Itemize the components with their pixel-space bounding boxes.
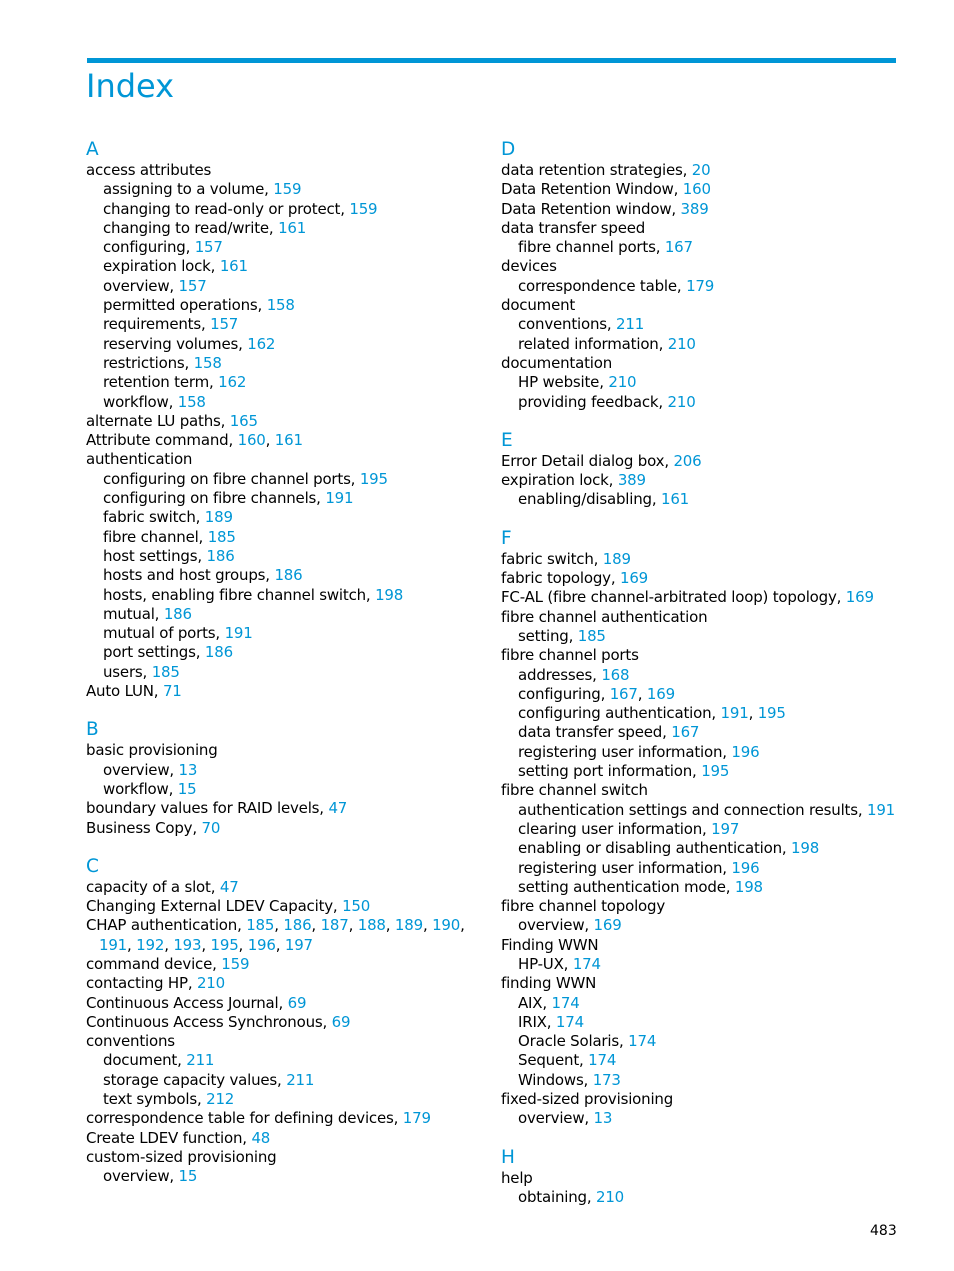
index-entry (501, 878, 901, 897)
index-entry (501, 723, 901, 742)
page-link[interactable]: 174 (555, 1012, 584, 1031)
index-entry (501, 820, 901, 839)
index-entry (86, 761, 486, 780)
page-link[interactable]: 159 (273, 180, 302, 199)
index-entry (501, 373, 901, 392)
page-link[interactable]: 186 (283, 916, 312, 935)
index-term: Continuous Access Journal, (86, 993, 284, 1012)
page-link[interactable]: 174 (588, 1051, 617, 1070)
index-term: retention term, (103, 373, 214, 392)
index-term: document (501, 296, 576, 315)
index-entry (86, 528, 486, 547)
index-entry (501, 743, 901, 762)
page-link[interactable]: 186 (163, 604, 192, 623)
page-link[interactable]: 158 (177, 392, 206, 411)
index-term: Continuous Access Synchronous, (86, 1012, 328, 1031)
page-link[interactable]: 206 (673, 451, 702, 470)
index-entry (501, 354, 901, 373)
index-entry (501, 1051, 901, 1070)
page-link[interactable]: 161 (278, 218, 307, 237)
index-entry (501, 490, 901, 509)
index-term: storage capacity values, (103, 1070, 282, 1089)
index-entry (86, 470, 486, 489)
index-term: fibre channel switch (501, 781, 648, 800)
index-letter-heading: A (86, 139, 99, 160)
index-term: configuring, (518, 684, 606, 703)
index-entry (501, 238, 901, 257)
page-link[interactable]: 48 (251, 1128, 271, 1147)
index-term: Data Retention Window, (501, 180, 679, 199)
index-term: setting authentication mode, (518, 877, 731, 896)
index-term: overview, (103, 760, 174, 779)
page-link[interactable]: 169 (593, 916, 622, 935)
index-entry: 191, 192, 193, 195, 196, 197 (99, 935, 313, 954)
page-link[interactable]: 189 (204, 508, 233, 527)
index-entry (86, 955, 486, 974)
index-entry (86, 878, 486, 897)
index-term: Auto LUN, (86, 682, 159, 701)
page-link[interactable]: 389 (617, 471, 646, 490)
index-term: Error Detail dialog box, (501, 451, 669, 470)
page-link[interactable]: 161 (219, 257, 248, 276)
page-link[interactable]: 174 (551, 993, 580, 1012)
page-title: Index (86, 67, 175, 105)
index-term: registering user information, (518, 858, 727, 877)
index-entry (501, 646, 901, 665)
page-link[interactable]: 185 (207, 527, 236, 546)
page-link[interactable]: 162 (247, 334, 276, 353)
index-term: correspondence table for defining devices, (86, 1109, 399, 1128)
index-entry (501, 1090, 901, 1109)
page-link[interactable]: 191 (325, 489, 354, 508)
page-link[interactable]: 185 (577, 626, 606, 645)
page-link[interactable]: 69 (331, 1012, 351, 1031)
page-link[interactable]: 179 (686, 276, 715, 295)
index-term: document, (103, 1051, 182, 1070)
index-entry (86, 643, 486, 662)
index-term: FC-AL (fibre channel-arbitrated loop) topology, (501, 588, 842, 607)
index-term: Oracle Solaris, (518, 1032, 624, 1051)
page-link[interactable]: 162 (218, 373, 247, 392)
page-link[interactable]: 185 (246, 916, 275, 935)
index-term: contacting HP, (86, 974, 193, 993)
index-entry (86, 508, 486, 527)
index-term: overview, (518, 1109, 589, 1128)
index-entry (86, 897, 486, 916)
index-entry (501, 666, 901, 685)
index-term: capacity of a slot, (86, 877, 216, 896)
header-rule (87, 58, 896, 63)
index-term: users, (103, 662, 148, 681)
page-link[interactable]: 157 (178, 276, 207, 295)
index-term: obtaining, (518, 1187, 592, 1206)
index-term: command device, (86, 954, 217, 973)
index-term: fibre channel authentication (501, 607, 708, 626)
index-entry (86, 741, 486, 760)
index-entry (501, 1169, 901, 1188)
index-entry (86, 682, 486, 701)
index-term: alternate LU paths, (86, 411, 226, 430)
page-link[interactable]: 169 (646, 684, 675, 703)
page-link[interactable]: 167 (664, 238, 693, 257)
index-entry (86, 296, 486, 315)
page-link[interactable]: 13 (593, 1109, 613, 1128)
index-entry (86, 663, 486, 682)
index-column-right (501, 139, 901, 1207)
page-link[interactable]: 158 (266, 296, 295, 315)
page-link[interactable]: 198 (375, 585, 404, 604)
page-link[interactable]: 159 (221, 954, 250, 973)
index-term: overview, (103, 1167, 174, 1186)
index-entry (86, 354, 486, 373)
index-entry (86, 974, 486, 993)
page-link[interactable]: 158 (193, 353, 222, 372)
index-term: data retention strategies, (501, 161, 688, 179)
index-entry (501, 974, 901, 993)
index-entry (501, 1109, 901, 1128)
page-link[interactable]: 191 (720, 704, 749, 723)
index-term: access attributes (86, 161, 212, 179)
page-link[interactable]: 150 (342, 897, 371, 916)
index-term: Finding WWN (501, 935, 599, 954)
index-entry (501, 781, 901, 800)
index-term: Windows, (518, 1070, 589, 1089)
index-entry (86, 1090, 486, 1109)
page-link[interactable]: 191 (224, 624, 253, 643)
index-entry (86, 489, 486, 508)
index-entry (86, 315, 486, 334)
index-entry (501, 936, 901, 955)
index-term: HP-UX, (518, 954, 569, 973)
index-term: fabric switch, (501, 549, 599, 568)
index-entry (501, 161, 901, 180)
index-term: conventions, (518, 315, 612, 334)
index-entry (501, 219, 901, 238)
page-link[interactable]: 186 (204, 643, 233, 662)
index-entry: Attribute command, 160, 161 (86, 431, 303, 450)
index-entry (501, 335, 901, 354)
page-link[interactable]: 189 (602, 549, 631, 568)
index-term: setting port information, (518, 762, 697, 781)
index-term: finding WWN (501, 974, 597, 993)
index-entry (86, 257, 486, 276)
index-term: basic provisioning (86, 741, 218, 760)
index-term: configuring authentication, (518, 704, 716, 723)
index-entry (86, 412, 486, 431)
page-link[interactable]: 169 (845, 588, 874, 607)
index-term: fibre channel, (103, 527, 204, 546)
page-link[interactable]: 210 (667, 392, 696, 411)
index-term: IRIX, (518, 1012, 552, 1031)
index-entry (86, 605, 486, 624)
index-entry (501, 916, 901, 935)
index-term: clearing user information, (518, 819, 707, 838)
index-term: permitted operations, (103, 296, 263, 315)
page-link[interactable]: 47 (328, 799, 348, 818)
index-entry (86, 200, 486, 219)
index-term: HP website, (518, 373, 604, 392)
index-term: expiration lock, (103, 257, 216, 276)
index-term: devices (501, 257, 557, 276)
index-term: correspondence table, (518, 276, 682, 295)
index-term: boundary values for RAID levels, (86, 799, 324, 818)
page-link[interactable]: 161 (274, 431, 303, 450)
index-term: requirements, (103, 315, 206, 334)
index-entry (501, 801, 901, 820)
index-entry (86, 1032, 486, 1051)
index-entry (86, 277, 486, 296)
index-term: authentication (86, 450, 193, 469)
index-entry (501, 627, 901, 646)
index-letter-heading: F (501, 527, 512, 549)
page-link[interactable]: 160 (682, 180, 711, 199)
page-link[interactable]: 186 (206, 546, 235, 565)
index-entry (86, 994, 486, 1013)
index-term: assigning to a volume, (103, 180, 269, 199)
page-link[interactable]: 195 (701, 762, 730, 781)
index-entry (501, 471, 901, 490)
page-link[interactable]: 160 (237, 431, 266, 450)
page-link[interactable]: 15 (178, 1167, 198, 1186)
index-entry (501, 257, 901, 276)
page-link[interactable]: 167 (671, 723, 700, 742)
index-letter-heading: C (86, 855, 99, 877)
index-entry (86, 819, 486, 838)
index-entry (501, 393, 901, 412)
page-link[interactable]: 193 (173, 935, 202, 954)
page-link[interactable]: 196 (731, 858, 760, 877)
index-entry (86, 1071, 486, 1090)
index-term: mutual of ports, (103, 624, 220, 643)
page-link[interactable]: 210 (596, 1187, 625, 1206)
index-term: changing to read/write, (103, 218, 274, 237)
index-term: enabling/disabling, (518, 490, 657, 509)
index-entry (86, 219, 486, 238)
index-term: CHAP authentication, (86, 916, 242, 935)
page-link[interactable]: 389 (680, 199, 709, 218)
index-term: custom-sized provisioning (86, 1147, 277, 1166)
index-term: configuring on fibre channels, (103, 489, 321, 508)
index-term: Changing External LDEV Capacity, (86, 897, 338, 916)
page-link[interactable]: 161 (661, 490, 690, 509)
page-link[interactable]: 210 (667, 334, 696, 353)
page-link[interactable]: 168 (601, 665, 630, 684)
index-term: setting, (518, 626, 574, 645)
page-link[interactable]: 186 (274, 566, 303, 585)
index-entry (501, 452, 901, 471)
page-link[interactable]: 188 (357, 916, 386, 935)
index-entry: configuring, 167, 169 (518, 684, 675, 703)
index-entry (501, 200, 901, 219)
index-entry (86, 335, 486, 354)
page-link[interactable]: 197 (284, 935, 313, 954)
index-entry (501, 180, 901, 199)
page-link[interactable]: 195 (359, 469, 388, 488)
page-link[interactable]: 191 (99, 935, 128, 954)
index-column-left (86, 139, 486, 1187)
index-term: port settings, (103, 643, 201, 662)
index-term: data transfer speed, (518, 723, 667, 742)
index-entry (86, 1109, 486, 1128)
index-letter-heading: E (501, 429, 513, 451)
index-entry (86, 161, 486, 180)
index-term: Business Copy, (86, 818, 197, 837)
index-entry (501, 608, 901, 627)
index-entry (86, 566, 486, 585)
index-entry (501, 1032, 901, 1051)
page-link[interactable]: 70 (201, 818, 221, 837)
page-link[interactable]: 198 (791, 839, 820, 858)
page-link[interactable]: 197 (711, 819, 740, 838)
page-link[interactable]: 173 (592, 1070, 621, 1089)
index-entry (86, 624, 486, 643)
index-entry (501, 1013, 901, 1032)
page-link[interactable]: 159 (349, 199, 378, 218)
page-link[interactable]: 211 (186, 1051, 215, 1070)
index-entry (501, 839, 901, 858)
page-link[interactable]: 210 (196, 974, 225, 993)
index-entry (86, 547, 486, 566)
index-letter-heading: H (501, 1146, 515, 1168)
index-term: Sequent, (518, 1051, 584, 1070)
index-entry (86, 1129, 486, 1148)
index-term: host settings, (103, 546, 202, 565)
page-link[interactable]: 211 (616, 315, 645, 334)
index-term: providing feedback, (518, 392, 663, 411)
index-entry (501, 296, 901, 315)
page-link[interactable]: 165 (229, 411, 258, 430)
index-term: addresses, (518, 665, 597, 684)
index-term: overview, (103, 276, 174, 295)
page-link[interactable]: 20 (691, 161, 711, 179)
page-link[interactable]: 190 (432, 916, 461, 935)
index-entry (501, 569, 901, 588)
index-entry (501, 994, 901, 1013)
page-link[interactable]: 192 (136, 935, 165, 954)
page-link[interactable]: 47 (219, 877, 239, 896)
page-link[interactable]: 211 (286, 1070, 315, 1089)
index-term: expiration lock, (501, 471, 614, 490)
index-entry (86, 393, 486, 412)
index-entry (501, 897, 901, 916)
index-term: Create LDEV function, (86, 1128, 247, 1147)
index-term: text symbols, (103, 1090, 202, 1109)
index-entry (86, 780, 486, 799)
index-term: hosts and host groups, (103, 566, 270, 585)
page-link[interactable]: 71 (162, 682, 182, 701)
index-term: changing to read-only or protect, (103, 199, 345, 218)
index-term: authentication settings and connection results, (518, 800, 863, 819)
index-entry (501, 1188, 901, 1207)
page-link[interactable]: 15 (177, 779, 197, 798)
index-term: registering user information, (518, 742, 727, 761)
page-link[interactable]: 196 (731, 742, 760, 761)
index-entry (86, 373, 486, 392)
index-entry (86, 1167, 486, 1186)
index-term: fabric topology, (501, 569, 616, 588)
page-link[interactable]: 174 (572, 954, 601, 973)
index-term: restrictions, (103, 353, 190, 372)
index-entry (86, 238, 486, 257)
page-link[interactable]: 191 (867, 800, 896, 819)
page-number: 483 (870, 1223, 897, 1239)
index-entry (501, 550, 901, 569)
page-link[interactable]: 212 (206, 1090, 235, 1109)
page-link[interactable]: 185 (151, 662, 180, 681)
index-entry (501, 588, 901, 607)
index-term: fibre channel ports (501, 646, 639, 665)
index-term: conventions (86, 1032, 175, 1051)
index-term: documentation (501, 353, 613, 372)
index-term: configuring, (103, 238, 191, 257)
page-link[interactable]: 189 (394, 916, 423, 935)
index-entry (501, 955, 901, 974)
index-entry (86, 180, 486, 199)
index-term: Data Retention window, (501, 199, 676, 218)
index-entry (501, 859, 901, 878)
index-entry: CHAP authentication, 185, 186, 187, 188, 189, 190, (86, 916, 465, 935)
page-link[interactable]: 196 (247, 935, 276, 954)
index-entry (86, 1013, 486, 1032)
index-term: mutual, (103, 604, 160, 623)
page-link[interactable]: 169 (620, 569, 649, 588)
index-term: fibre channel topology (501, 897, 666, 916)
index-entry (86, 1148, 486, 1167)
page-link[interactable]: 198 (734, 877, 763, 896)
index-term: data transfer speed (501, 218, 646, 237)
page-link[interactable]: 195 (757, 704, 786, 723)
index-entry (86, 799, 486, 818)
index-entry (501, 1071, 901, 1090)
index-term: Attribute command, (86, 431, 234, 450)
index-term: workflow, (103, 779, 174, 798)
index-term: enabling or disabling authentication, (518, 839, 787, 858)
index-term: workflow, (103, 392, 174, 411)
page-link[interactable]: 157 (210, 315, 239, 334)
page-link[interactable]: 174 (628, 1032, 657, 1051)
page-link[interactable]: 210 (608, 373, 637, 392)
index-term: configuring on fibre channel ports, (103, 469, 356, 488)
index-letter-heading: D (501, 139, 516, 160)
index-term: help (501, 1168, 533, 1187)
index-term: related information, (518, 334, 664, 353)
page-link[interactable]: 167 (609, 684, 638, 703)
page-link[interactable]: 187 (320, 916, 349, 935)
index-term: hosts, enabling fibre channel switch, (103, 585, 371, 604)
index-entry (86, 1051, 486, 1070)
index-entry (501, 315, 901, 334)
page-link[interactable]: 179 (402, 1109, 431, 1128)
index-term: fixed-sized provisioning (501, 1090, 674, 1109)
page-link[interactable]: 69 (287, 993, 307, 1012)
index-entry: configuring authentication, 191, 195 (518, 704, 786, 723)
index-term: AIX, (518, 993, 547, 1012)
index-entry (501, 277, 901, 296)
page-link[interactable]: 195 (210, 935, 239, 954)
index-term: fabric switch, (103, 508, 201, 527)
page-link[interactable]: 157 (194, 238, 223, 257)
index-term: reserving volumes, (103, 334, 243, 353)
index-term: fibre channel ports, (518, 238, 661, 257)
index-term: overview, (518, 916, 589, 935)
index-letter-heading: B (86, 719, 99, 741)
index-entry (86, 450, 486, 469)
page-link[interactable]: 13 (178, 760, 198, 779)
index-entry (501, 762, 901, 781)
index-entry (86, 586, 486, 605)
